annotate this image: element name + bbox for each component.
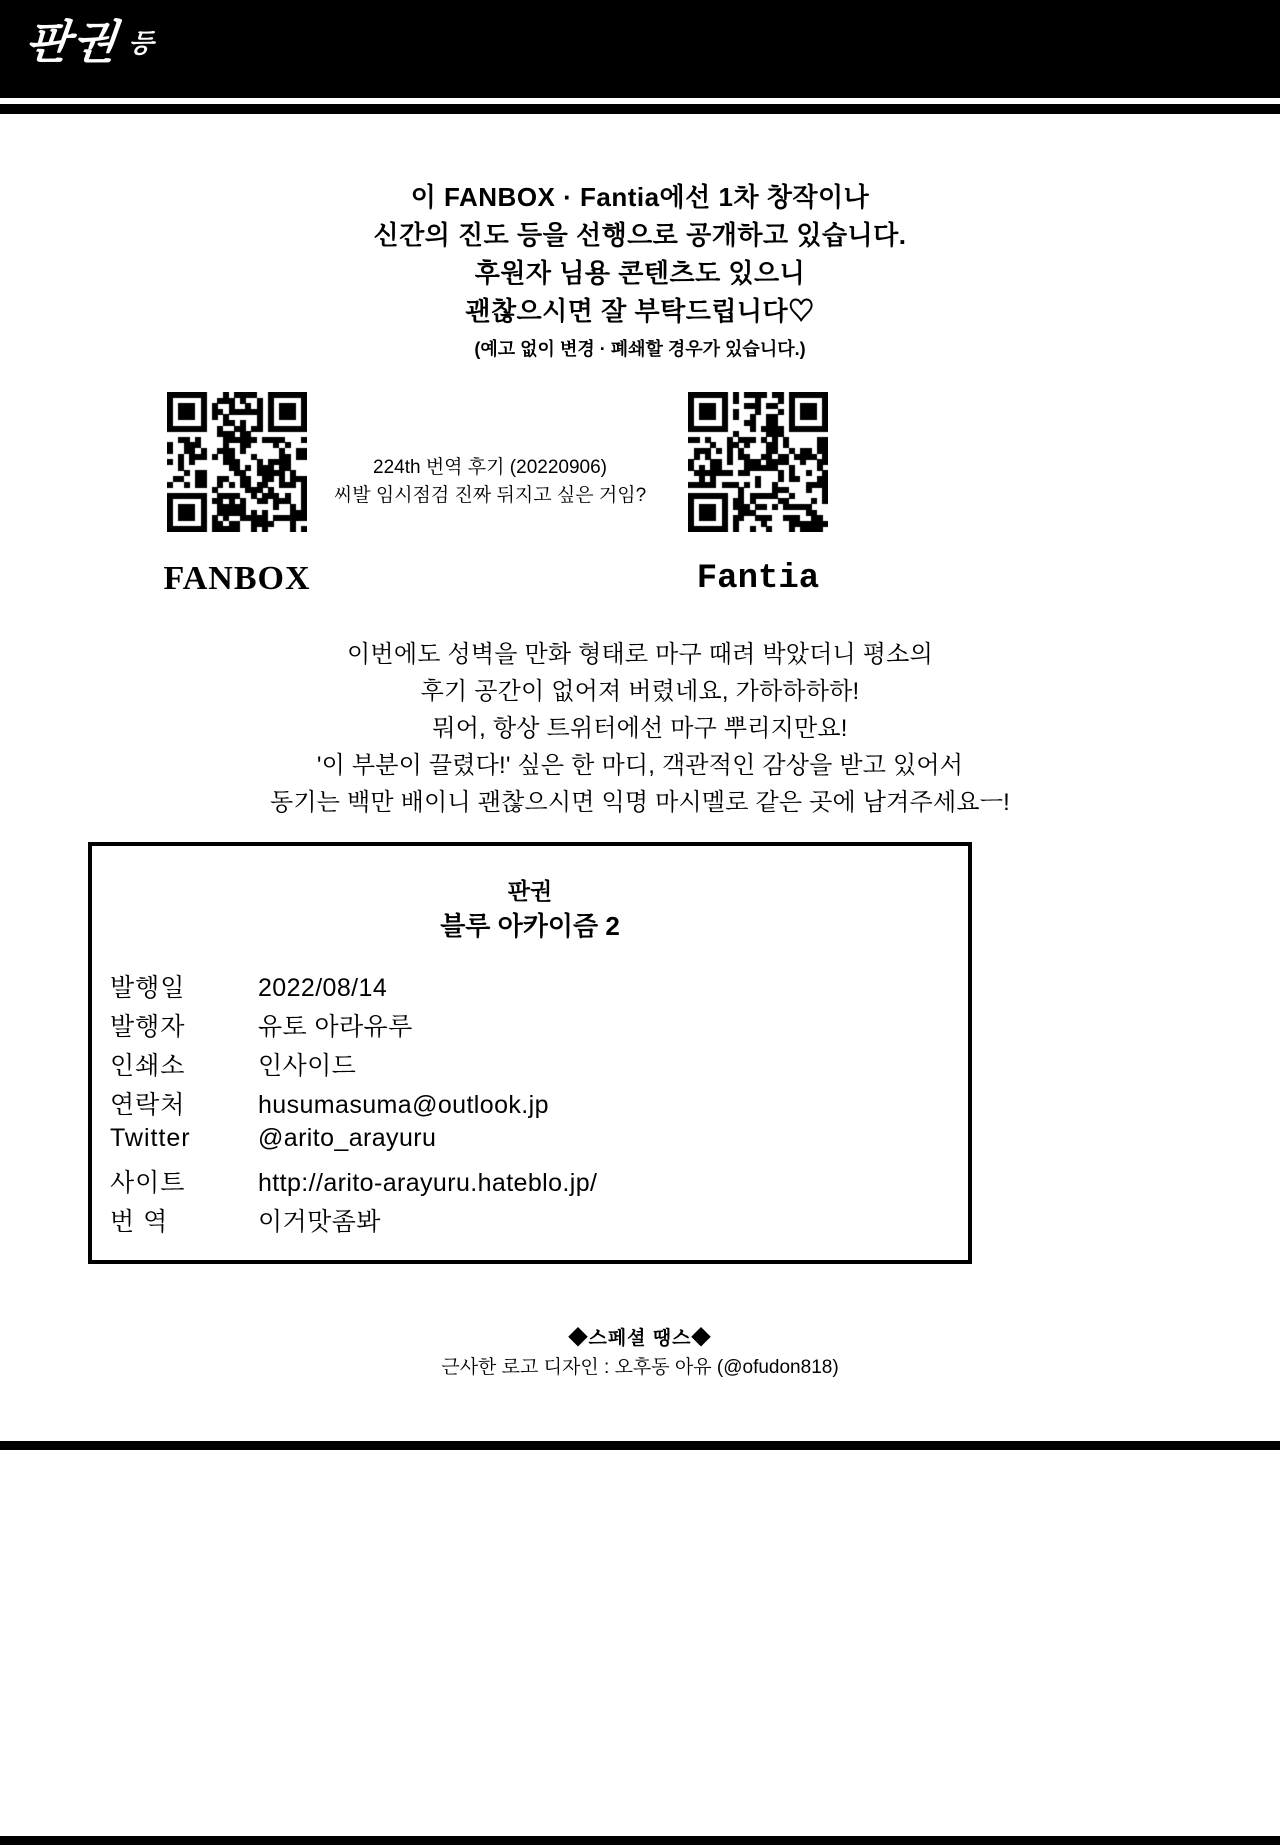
colophon-key: 번 역 — [110, 1208, 169, 1236]
translator-note — [330, 454, 650, 510]
colophon-subtitle: 블루 아카이즘 2 — [440, 911, 620, 941]
header-band — [0, 0, 1280, 98]
fanbox-label: FANBOX — [163, 560, 311, 597]
colophon-row — [110, 1124, 968, 1163]
page-title-sub: 등 — [126, 28, 156, 58]
afterword-line: '이 부분이 끌렸다!' 싶은 한 마디, 객관적인 감상을 받고 있어서 — [316, 752, 964, 779]
footer-divider-bottom — [0, 1836, 1280, 1845]
colophon-row — [110, 1163, 968, 1202]
afterword-line: 뭐어, 항상 트위터에선 마구 뿌리지만요! — [432, 715, 848, 742]
colophon-value: http://arito-arayuru.hateblo.jp/ — [258, 1169, 598, 1197]
intro-block — [0, 178, 1280, 364]
special-thanks-heading: ◆스페셜 땡스◆ — [568, 1328, 712, 1349]
header-divider — [0, 104, 1280, 114]
colophon-title: 판권 — [507, 878, 553, 904]
qr-section — [0, 392, 1280, 612]
afterword-line: 후기 공간이 없어져 버렸네요, 가하하하하! — [420, 678, 860, 705]
colophon-row — [110, 1046, 968, 1085]
intro-line: 괜찮으시면 잘 부탁드립니다♡ — [465, 296, 815, 326]
fantia-label: Fantia — [696, 560, 820, 598]
afterword-line: 동기는 백만 배이니 괜찮으시면 익명 마시멜로 같은 곳에 남겨주세요ㅡ! — [270, 789, 1010, 816]
page-title-main: 판권 — [22, 16, 122, 68]
intro-line: 후원자 님용 콘텐츠도 있으니 — [474, 258, 806, 288]
colophon-row — [110, 1007, 968, 1046]
colophon-value: husumasuma@outlook.jp — [258, 1091, 549, 1119]
intro-line: 신간의 진도 등을 선행으로 공개하고 있습니다. — [373, 220, 907, 250]
colophon-key: 발행자 — [110, 1013, 186, 1041]
colophon-value: 인사이드 — [258, 1052, 357, 1080]
colophon-value: 이거맛좀봐 — [258, 1208, 381, 1236]
colophon-key: Twitter — [110, 1124, 191, 1152]
colophon-value: 유토 아라유루 — [258, 1013, 413, 1041]
afterword-line: 이번에도 성벽을 만화 형태로 마구 때려 박았더니 평소의 — [347, 641, 933, 668]
fanbox-qr-icon[interactable] — [167, 392, 307, 532]
translator-note-line: 씨발 임시점검 진짜 뒤지고 싶은 거임? — [333, 485, 647, 506]
page-title — [23, 6, 158, 72]
intro-line: 이 FANBOX · Fantia에선 1차 창작이나 — [410, 182, 870, 212]
colophon-table — [110, 968, 968, 1241]
colophon-box — [88, 842, 972, 1264]
special-thanks-line: 근사한 로고 디자인 : 오후동 아유 (@ofudon818) — [441, 1357, 839, 1378]
colophon-key: 연락처 — [110, 1091, 186, 1119]
colophon-value: @arito_arayuru — [258, 1124, 437, 1152]
colophon-key: 발행일 — [110, 974, 186, 1002]
afterword-block — [0, 636, 1280, 821]
colophon-key: 사이트 — [110, 1169, 186, 1197]
colophon-value: 2022/08/14 — [258, 974, 388, 1002]
colophon-row — [110, 968, 968, 1007]
footer-divider-top — [0, 1441, 1280, 1450]
translator-note-line: 224th 번역 후기 (20220906) — [373, 457, 607, 478]
special-thanks-block — [0, 1325, 1280, 1383]
intro-note: (예고 없이 변경 · 폐쇄할 경우가 있습니다.) — [474, 339, 806, 359]
colophon-row — [110, 1085, 968, 1124]
colophon-key: 인쇄소 — [110, 1052, 186, 1080]
colophon-row — [110, 1202, 968, 1241]
fantia-qr-icon[interactable] — [688, 392, 828, 532]
